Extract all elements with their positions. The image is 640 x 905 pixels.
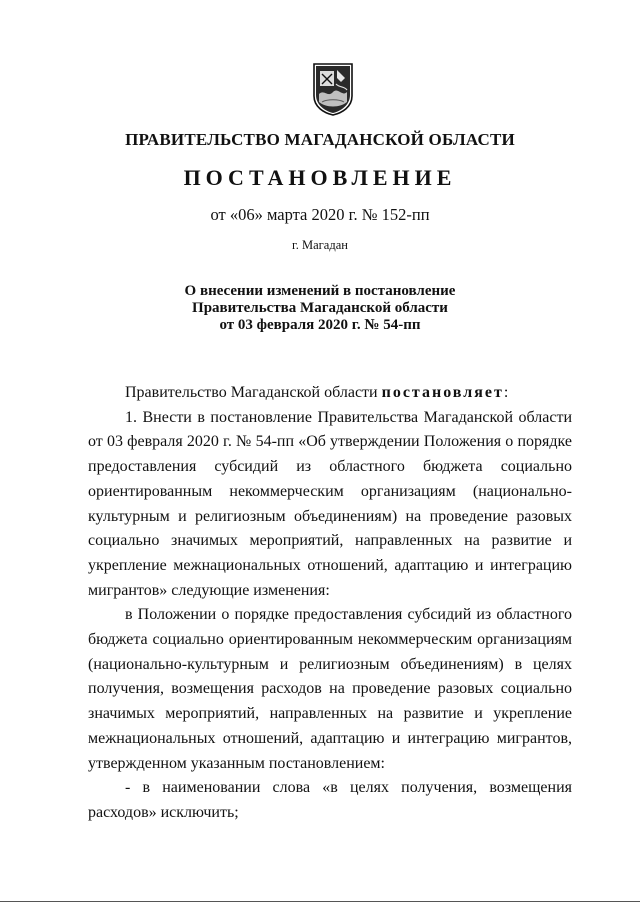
paragraph-2: в Положении о порядке предоставления субсидий из областного бюджета социально ориентированным некоммерческим организациям (национально-культурным и религиозным объединениям) в целях получения, возмещения расходов на проведение разовых социально значимых мероприятий, направленных на развитие и укрепление межнациональных отношений, адаптацию и интеграцию мигрантов, утвержденном указанным постановлением: <box>88 606 572 772</box>
document-type-title: ПОСТАНОВЛЕНИЕ <box>183 165 457 190</box>
paragraph-1: 1. Внести в постановление Правительства Магаданской области от 03 февраля 2020 г. № 54-пп «Об утверждении Положения о порядке предоставления субсидий из областного бюджета социально ориентированным некоммерческим организациям (национально-культурным и религиозным объединениям) на проведение разовых социально значимых мероприятий, направленных на развитие и укрепление межнациональных отношений, адаптацию и интеграцию мигрантов» следующие изменения: <box>88 408 572 599</box>
coat-of-arms-icon <box>312 62 354 116</box>
decree-subject <box>0 283 640 334</box>
preamble-text: Правительство Магаданской области <box>125 384 382 401</box>
resolves-word: постановляет <box>381 384 504 401</box>
page-bottom-edge <box>0 901 640 902</box>
subject-line-1: О внесении изменений в постановление <box>184 283 456 299</box>
city-name: г. Магадан <box>292 238 348 252</box>
decree-body <box>88 381 572 826</box>
government-title: ПРАВИТЕЛЬСТВО МАГАДАНСКОЙ ОБЛАСТИ <box>125 130 515 149</box>
decree-date-number: от «06» марта 2020 г. № 152-пп <box>210 205 430 224</box>
subject-line-2: Правительства Магаданской области <box>192 300 448 316</box>
preamble-colon: : <box>503 384 509 401</box>
preamble-paragraph <box>88 381 572 406</box>
paragraph-3: - в наименовании слова «в целях получения, возмещения расходов» исключить; <box>88 779 572 821</box>
subject-line-3: от 03 февраля 2020 г. № 54-пп <box>219 317 421 333</box>
